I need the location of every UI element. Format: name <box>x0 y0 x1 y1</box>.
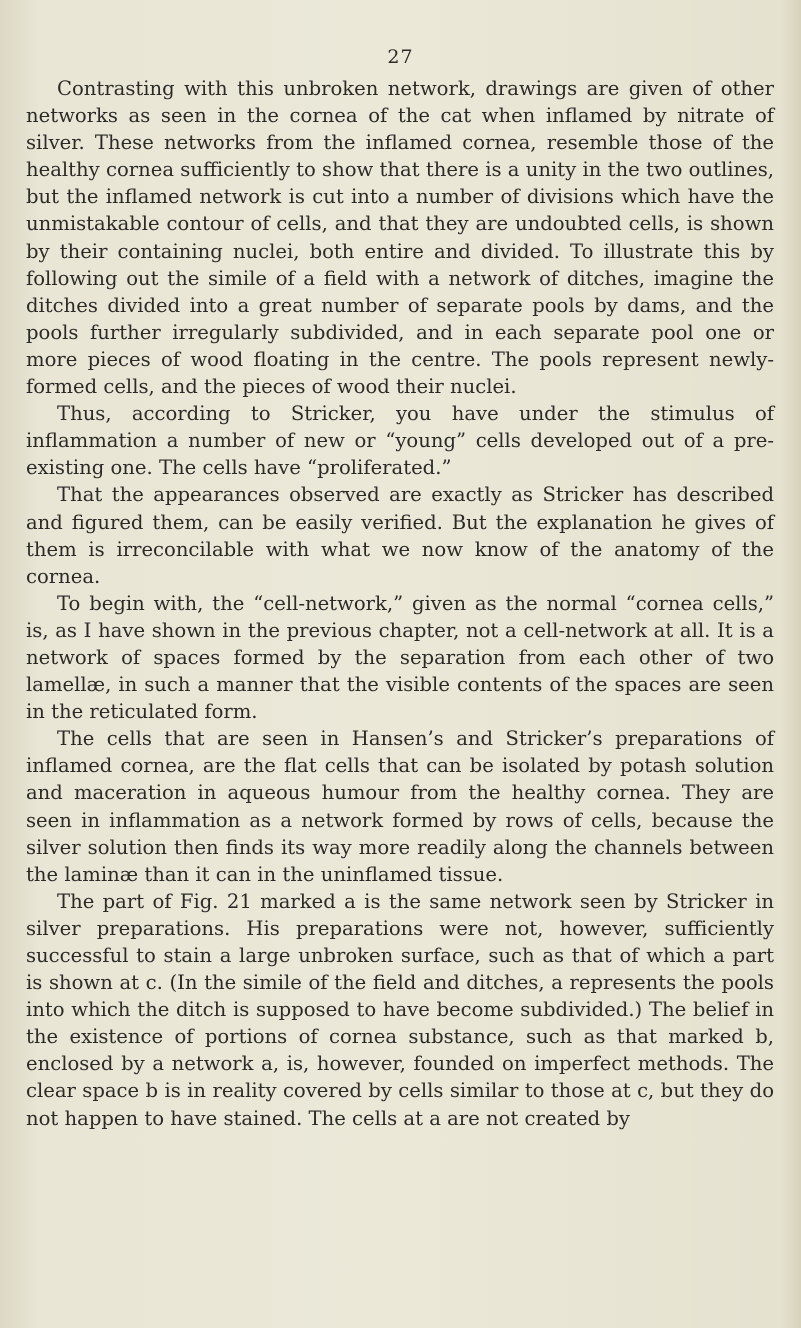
paragraph-2: Thus, according to Stricker, you have under the stimulus of inflammation a number of new or “young” cells developed out of a pre-existing one. The cells have “proliferated.” <box>26 402 774 480</box>
page-number: 27 <box>387 46 414 68</box>
paragraph-6: The part of Fig. 21 marked a is the same network seen by Stricker in silver preparations. His preparations were not, however, sufficiently successful to stain a large unbroken surface, such as that of which a part is shown at c. (In the simile of the field and ditches, a represents the pools into which the ditch is supposed to have become subdivided.) The belief in the existence of portions of cornea substance, such as that marked b, enclosed by a network a, is, however, founded on imperfect methods. The clear space b is in reality covered by cells similar to those at c, but they do not happen to have stained. The cells at a are not created by <box>26 889 774 1130</box>
body-text <box>26 75 774 1132</box>
paragraph-3: That the appearances observed are exactly as Stricker has described and figured them, can be easily verified. But the explanation he gives of them is irreconcilable with what we now know of the anatomy of the cornea. <box>26 483 774 588</box>
paragraph-1: Contrasting with this unbroken network, drawings are given of other networks as seen in the cornea of the cat when inflamed by nitrate of silver. These networks from the inflamed cornea, resemble those of the healthy cornea sufficiently to show that there is a unity in the two outlines, but the inflamed network is cut into a number of divisions which have the unmistakable contour of cells, and that they are undoubted cells, is shown by their containing nuclei, both entire and divided. To illustrate this by following out the simile of a field with a network of ditches, imagine the ditches divided into a great number of separate pools by dams, and the pools further irregularly subdivided, and in each separate pool one or more pieces of wood floating in the centre. The pools represent newly-formed cells, and the pieces of wood their nuclei. <box>26 77 774 399</box>
paragraph-5: The cells that are seen in Hansen’s and Stricker’s preparations of inflamed cornea, are the flat cells that can be isolated by potash solution and maceration in aqueous humour from the healthy cornea. They are seen in inflammation as a network formed by rows of cells, because the silver solution then finds its way more readily along the channels between the laminæ than it can in the uninflamed tissue. <box>26 727 774 886</box>
paragraph-4: To begin with, the “cell-network,” given as the normal “cornea cells,” is, as I have shown in the previous chapter, not a cell-network at all. It is a network of spaces formed by the separation from each other of two lamellæ, in such a manner that the visible contents of the spaces are seen in the reticulated form. <box>26 591 774 724</box>
